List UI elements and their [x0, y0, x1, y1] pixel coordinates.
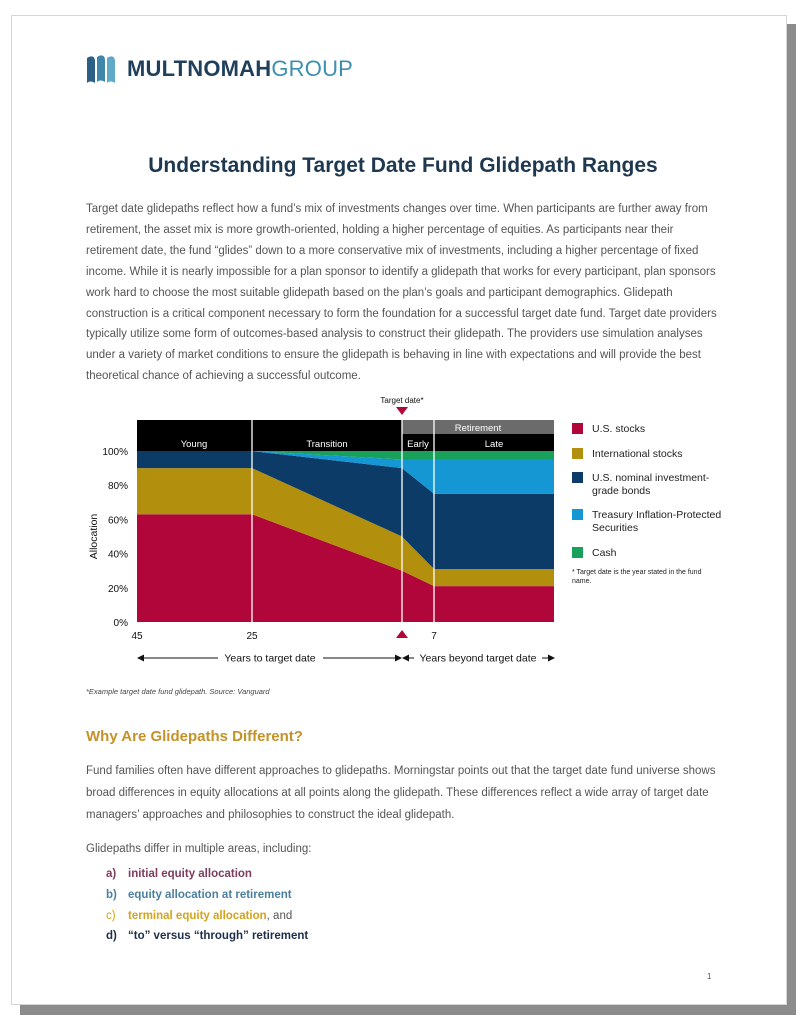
- brand-name-bold: MULTNOMAH: [127, 56, 272, 81]
- arrow-head-left: [137, 655, 144, 662]
- legend-label: U.S. stocks: [592, 423, 646, 435]
- section-paragraph: Fund families often have different approaches to glidepaths. Morningstar points out that the target date fund universe shows broad differences in equity allocations at all points along the glidepath. These differences reflect a wide array of target date managers’ approaches and philosophies to construct the ideal glidepath.: [86, 765, 716, 821]
- legend-swatch: [572, 509, 583, 520]
- brand-name-light: GROUP: [271, 56, 354, 81]
- target-marker-bottom: [396, 630, 408, 638]
- intro-paragraph: Target date glidepaths reflect how a fund’s mix of investments changes over time. When participants are further away from retirement, the asset mix is more growth-oriented, holding a higher percentage of equities. As participants near their retirement date, the fund “glides” down to a more conservative mix of investments, including a higher percentage of fixed income. While it is nearly impossible for a plan sponsor to identify a glidepath that works for every participant, plan sponsors work hard to choose the most suitable glidepath based on the plan’s goals and participant demographics. Glidepath construction is a critical component necessary to form the foundation for a successful target date fund. Target date providers typically utilize some form of outcomes-based analysis to construct their glidepath. The providers use simulation analyses under a variety of market conditions to ensure the glidepath is behaving in line with expectations and will provide the best theoretical chance of achieving a successful outcome.: [86, 203, 717, 383]
- list-marker: a): [106, 868, 117, 880]
- chart-legend: [572, 423, 722, 586]
- target-marker-top: [396, 407, 408, 415]
- phase-label: Transition: [306, 439, 348, 450]
- list-item: [106, 926, 308, 947]
- list-marker: c): [106, 909, 116, 922]
- legend-item: [572, 547, 722, 560]
- section-heading: Why Are Glidepaths Different?: [86, 728, 303, 745]
- page-number: 1: [707, 972, 712, 981]
- list-item: [106, 864, 308, 885]
- legend-label: U.S. nominal investment-grade bonds: [592, 472, 710, 497]
- differences-list: [106, 864, 308, 947]
- y-tick-label: 0%: [113, 618, 128, 629]
- list-item-text: equity allocation at retirement: [128, 888, 292, 901]
- legend-item: [572, 423, 722, 436]
- legend-swatch: [572, 423, 583, 434]
- list-item: [106, 885, 308, 906]
- document-title: Understanding Target Date Fund Glidepath Ranges: [148, 154, 658, 177]
- list-item-text: “to” versus “through” retirement: [128, 930, 309, 943]
- arrow-head-right: [548, 655, 555, 662]
- glidepath-chart: [80, 393, 560, 673]
- list-item-text: terminal equity allocation: [128, 909, 267, 922]
- y-axis-label: Allocation: [88, 513, 100, 560]
- brand-name: [127, 56, 353, 82]
- y-tick-label: 60%: [107, 515, 128, 527]
- legend-item: [572, 509, 722, 535]
- phase-label: Early: [407, 439, 429, 450]
- phase-label: Young: [180, 439, 208, 450]
- y-tick-label: 80%: [107, 481, 128, 493]
- x-axis-label-left: Years to target date: [224, 652, 316, 665]
- legend-swatch: [572, 472, 583, 483]
- list-marker: d): [106, 930, 117, 943]
- legend-item: [572, 472, 722, 498]
- target-date-label: Target date*: [380, 396, 424, 405]
- list-intro: Glidepaths differ in multiple areas, including:: [86, 843, 312, 855]
- legend-label: International stocks: [592, 448, 683, 460]
- x-tick-label: 45: [131, 631, 143, 642]
- chart-footnote: * Target date is the year stated in the fund name.: [572, 569, 702, 585]
- list-item-text: initial equity allocation: [128, 868, 252, 880]
- retirement-label: Retirement: [454, 423, 502, 434]
- chart-caption: *Example target date fund glidepath. Source: Vanguard: [86, 687, 270, 696]
- logo-mark-icon: [85, 52, 119, 86]
- y-tick-label: 40%: [107, 549, 128, 561]
- phase-label: Late: [484, 439, 504, 450]
- y-tick-label: 100%: [102, 447, 128, 458]
- x-tick-label: 25: [246, 631, 258, 642]
- list-item-suffix: , and: [266, 909, 293, 922]
- legend-item: [572, 448, 722, 461]
- x-tick-label: 7: [431, 631, 437, 642]
- brand-logo: [85, 52, 353, 86]
- legend-label: Treasury Inflation-Protected Securities: [592, 509, 722, 534]
- legend-swatch: [572, 448, 583, 459]
- y-tick-label: 20%: [107, 583, 128, 595]
- x-axis-label-right: Years beyond target date: [419, 652, 537, 665]
- page-shadow-bottom: [20, 1005, 796, 1015]
- list-item: [106, 906, 308, 927]
- list-marker: b): [106, 888, 117, 901]
- legend-swatch: [572, 547, 583, 558]
- arrow-head-target-left: [395, 655, 402, 662]
- legend-label: Cash: [592, 547, 617, 559]
